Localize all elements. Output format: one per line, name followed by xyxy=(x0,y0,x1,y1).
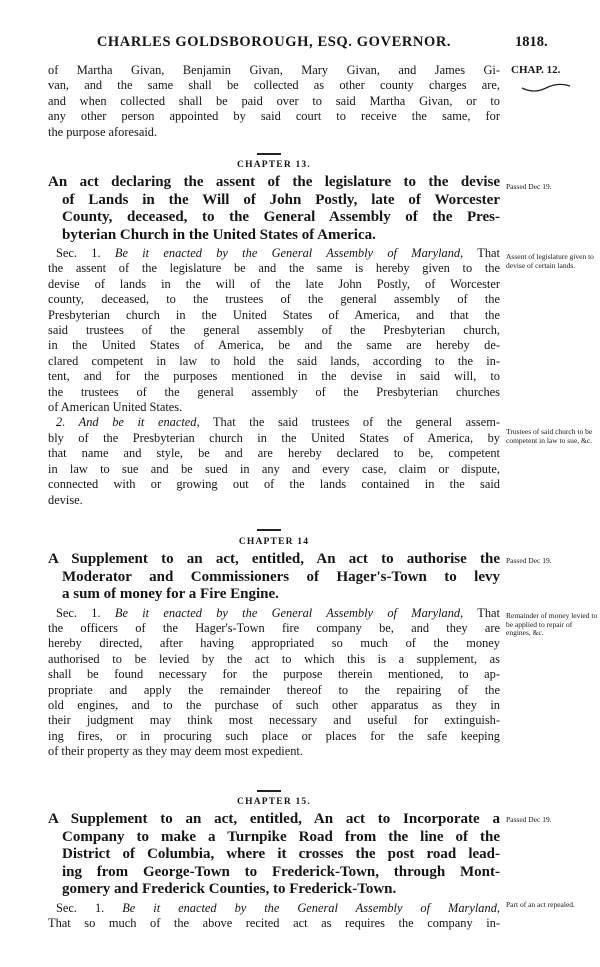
act-title-line: Company to make a Turnpike Road from the line of the xyxy=(62,828,500,845)
section-1 xyxy=(48,246,500,415)
text-line: ing fires, or in procuring such place or places for the safe keeping xyxy=(48,728,500,743)
text-line: said trustees of the general assembly of the Presbyterian church, xyxy=(48,323,500,338)
text-line: of American United States. xyxy=(48,400,183,415)
text-line: in law to sue and be sued in any and every case, claim or dispute, xyxy=(48,461,500,476)
text-line: connected with or growing out of the lands contained in the said xyxy=(48,477,500,492)
margin-chap-12: CHAP. 12. xyxy=(511,64,561,76)
section-label: Sec. 1. xyxy=(56,605,101,620)
act-title-line: gomery and Frederick Counties, to Frederick-Town. xyxy=(62,881,397,897)
section-label: Sec. 1. xyxy=(56,900,105,915)
margin-flourish xyxy=(520,82,572,94)
text-line: That the said trustees of the general assem- xyxy=(212,415,500,430)
enacting-clause: Be it enacted by the General Assembly of Maryland, xyxy=(114,605,464,620)
text-line: the trustees of the general assembly of the Presbyterian churches xyxy=(48,384,500,399)
chapter-15 xyxy=(48,797,500,931)
text-line: the assent of the legislature be and the same is hereby given to the xyxy=(48,261,500,276)
section-1 xyxy=(48,901,500,932)
section-2 xyxy=(48,415,500,507)
margin-note-passed: Passed Dec 19. xyxy=(506,815,552,824)
margin-note-assent: Assent of legislature given to devise of certain lands. xyxy=(506,252,594,270)
text-line: devise of lands in the will of the late John Postly, of Worcester xyxy=(48,276,500,291)
act-title xyxy=(48,174,500,244)
chapter-13 xyxy=(48,160,500,508)
act-title-line: ing from George-Town to Frederick-Town, through Mont- xyxy=(62,863,500,880)
act-title-line: A Supplement to an act, entitled, An act to authorise the xyxy=(48,551,500,567)
page-year: 1818. xyxy=(515,34,548,50)
text-line: county, deceased, to the trustees of the general assembly of the xyxy=(48,292,500,307)
text-line: any other person appointed by said court to receive the same, for xyxy=(48,109,500,124)
text-line: of their property as they may deem most expedient. xyxy=(48,744,303,759)
act-title-line: An act declaring the assent of the legislature to the devise xyxy=(48,174,500,190)
section-1-first-line xyxy=(48,606,500,621)
act-title-line: County, deceased, to the General Assembly of the Pres- xyxy=(62,209,500,225)
margin-note-trustees: Trustees of said church to be competent in law to sue, &c. xyxy=(506,427,593,445)
chapter-14 xyxy=(48,537,500,760)
text-line: the purpose aforesaid. xyxy=(48,124,158,139)
act-title xyxy=(48,811,500,899)
act-title-line: a sum of money for a Fire Engine. xyxy=(62,586,279,602)
text-line: That xyxy=(477,605,501,620)
act-title-line: byterian Church in the United States of America. xyxy=(62,226,376,243)
text-line: authorised to be levied by the act to which this is a supplement, as xyxy=(48,651,500,666)
margin-note-part-repealed: Part of an act repealed. xyxy=(506,900,575,909)
text-line: tent, and for the purposes mentioned in the devise in said will, to xyxy=(48,369,500,384)
chapter-divider xyxy=(257,153,281,155)
act-title-line: of Lands in the Will of John Postly, late of Worcester xyxy=(62,191,500,208)
text-line: that name and style, be and are hereby declared to be, competent xyxy=(48,446,500,461)
section-1-first-line xyxy=(48,246,500,261)
chapter-12-tail xyxy=(48,63,500,140)
section-1 xyxy=(48,606,500,760)
text-line: in the United States of America, be and the same are hereby de- xyxy=(48,338,500,353)
text-line: their judgment may think most necessary and useful for extinguish- xyxy=(48,713,500,728)
enacting-clause: 2. And be it enacted, xyxy=(56,415,200,430)
margin-note-passed: Passed Dec 19. xyxy=(506,182,552,191)
text-line: clared competent in law to hold the said lands, according to the in- xyxy=(48,353,500,368)
text-line: shall be found necessary for the purpose therein mentioned, to ap- xyxy=(48,667,500,682)
act-title-line: Moderator and Commissioners of Hager's-Town to levy xyxy=(62,568,500,585)
enacting-clause: Be it enacted by the General Assembly of Maryland, xyxy=(122,900,500,915)
text-line: Presbyterian church in the United States of America, and that the xyxy=(48,307,500,322)
running-title: CHARLES GOLDSBOROUGH, ESQ. GOVERNOR. xyxy=(96,34,452,50)
chapter-divider xyxy=(257,529,281,531)
act-title xyxy=(48,551,500,604)
text-line: devise. xyxy=(48,492,83,507)
text-line: van, and the same shall be collected as other county charges are, xyxy=(48,78,500,93)
text-line: and when collected shall be paid over to said Martha Givan, or to xyxy=(48,93,500,108)
section-1-first-line xyxy=(48,901,500,916)
text-line: of Martha Givan, Benjamin Givan, Mary Givan, and James Gi- xyxy=(48,63,500,77)
text-line: old engines, and to the purchase of such other apparatus as they in xyxy=(48,697,500,712)
section-2-first-line xyxy=(48,415,500,430)
chapter-heading: CHAPTER 15. xyxy=(237,797,311,807)
text-line: That so much of the above recited act as requires the company in- xyxy=(48,915,500,930)
text-line: That xyxy=(477,246,501,260)
margin-note-passed: Passed Dec 19. xyxy=(506,556,552,565)
text-line: hereby directed, after having appropriated so much of the money xyxy=(48,636,500,651)
enacting-clause: Be it enacted by the General Assembly of Maryland, xyxy=(114,246,464,260)
act-title-line: A Supplement to an act, entitled, An act to Incorporate a xyxy=(48,811,500,827)
section-label: Sec. 1. xyxy=(56,246,101,260)
chapter-heading: CHAPTER 13. xyxy=(237,160,311,170)
text-line: bly of the Presbyterian church in the United States of America, by xyxy=(48,430,500,445)
text-line: propriate and apply the remainder thereof to the repairing of the xyxy=(48,682,500,697)
act-title-line: District of Columbia, where it crosses the post road lead- xyxy=(62,846,500,862)
chapter-divider xyxy=(257,790,281,792)
margin-note-remainder: Remainder of money levied to be applied to repair of engines, &c. xyxy=(506,611,598,637)
chapter-heading: CHAPTER 14 xyxy=(238,537,310,547)
text-line: the officers of the Hager's-Town fire company be, and they are xyxy=(48,620,500,635)
